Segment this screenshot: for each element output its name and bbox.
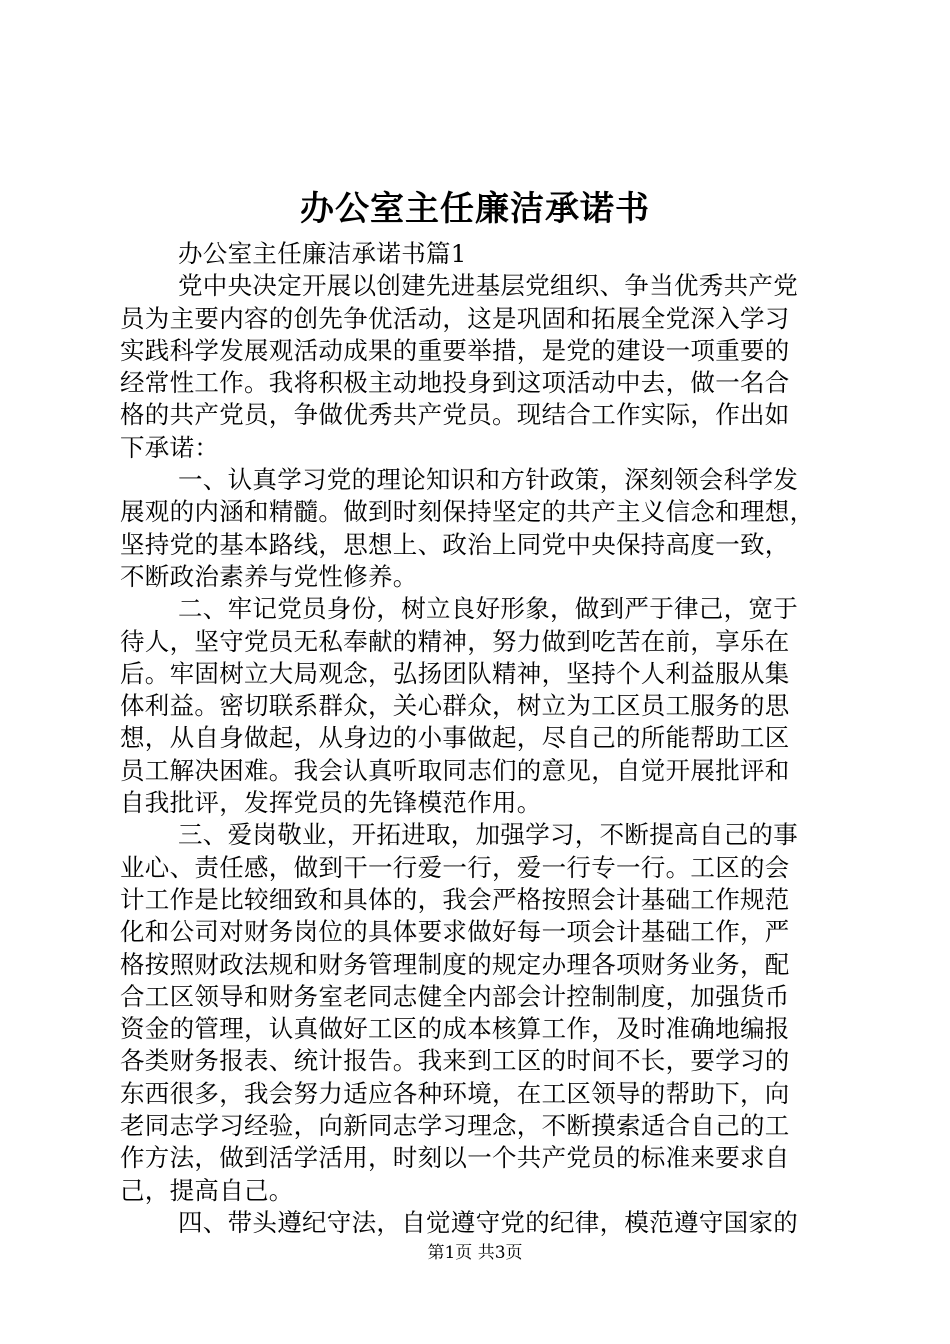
paragraph-line: 待人，坚守党员无私奉献的精神，努力做到吃苦在前，享乐在 (120, 626, 790, 656)
document-title: 办公室主任廉洁承诺书 (300, 189, 650, 229)
paragraph-line: 己，提高自己。 (120, 1175, 294, 1205)
paragraph-line: 老同志学习经验，向新同志学习理念，不断摸索适合自己的工 (120, 1111, 790, 1141)
paragraph-line: 各类财务报表、统计报告。我来到工区的时间不长，要学习的 (120, 1046, 790, 1076)
paragraph-line: 资金的管理，认真做好工区的成本核算工作，及时准确地编报 (120, 1014, 790, 1044)
paragraph-line: 格的共产党员，争做优秀共产党员。现结合工作实际，作出如 (120, 400, 790, 430)
paragraph-line: 格按照财政法规和财务管理制度的规定办理各项财务业务，配 (120, 949, 790, 979)
paragraph-line: 后。牢固树立大局观念，弘扬团队精神，坚持个人利益服从集 (120, 658, 790, 688)
paragraph-line: 想，从自身做起，从身边的小事做起，尽自己的所能帮助工区 (120, 723, 790, 753)
paragraph-line: 作方法，做到活学活用，时刻以一个共产党员的标准来要求自 (120, 1143, 790, 1173)
paragraph-line: 计工作是比较细致和具体的，我会严格按照会计基础工作规范 (120, 884, 790, 914)
paragraph-line: 党中央决定开展以创建先进基层党组织、争当优秀共产党 (178, 271, 798, 301)
paragraph-line: 一、认真学习党的理论知识和方针政策，深刻领会科学发 (178, 465, 798, 495)
paragraph-line: 员为主要内容的创先争优活动，这是巩固和拓展全党深入学习 (120, 303, 790, 333)
paragraph-line: 不断政治素养与党性修养。 (120, 561, 418, 591)
paragraph-line: 业心、责任感，做到干一行爱一行，爱一行专一行。工区的会 (120, 852, 790, 882)
paragraph-line: 三、爱岗敬业，开拓进取，加强学习，不断提高自己的事 (178, 820, 798, 850)
document-body (120, 238, 832, 1239)
section-heading: 办公室主任廉洁承诺书篇1 (178, 239, 467, 268)
paragraph-line: 体利益。密切联系群众，关心群众，树立为工区员工服务的思 (120, 691, 790, 721)
page-number-footer: 第1页 共3页 (427, 1243, 523, 1263)
paragraph-line: 员工解决困难。我会认真听取同志们的意见，自觉开展批评和 (120, 755, 790, 785)
paragraph-line: 四、带头遵纪守法，自觉遵守党的纪律，模范遵守国家的 (178, 1207, 798, 1237)
paragraph-line: 坚持党的基本路线，思想上、政治上同党中央保持高度一致， (120, 529, 790, 559)
paragraph-line: 自我批评，发挥党员的先锋模范作用。 (120, 788, 542, 818)
paragraph-line: 下承诺： (120, 432, 220, 462)
paragraph-line: 合工区领导和财务室老同志健全内部会计控制制度，加强货币 (120, 981, 790, 1011)
paragraph-line: 展观的内涵和精髓。做到时刻保持坚定的共产主义信念和理想， (120, 497, 815, 527)
paragraph-line: 化和公司对财务岗位的具体要求做好每一项会计基础工作，严 (120, 917, 790, 947)
paragraph-line: 东西很多，我会努力适应各种环境，在工区领导的帮助下，向 (120, 1078, 790, 1108)
paragraph-line: 二、牢记党员身份，树立良好形象，做到严于律己，宽于 (178, 594, 798, 624)
paragraph-line: 实践科学发展观活动成果的重要举措，是党的建设一项重要的 (120, 335, 790, 365)
paragraph-line: 经常性工作。我将积极主动地投身到这项活动中去，做一名合 (120, 368, 790, 398)
